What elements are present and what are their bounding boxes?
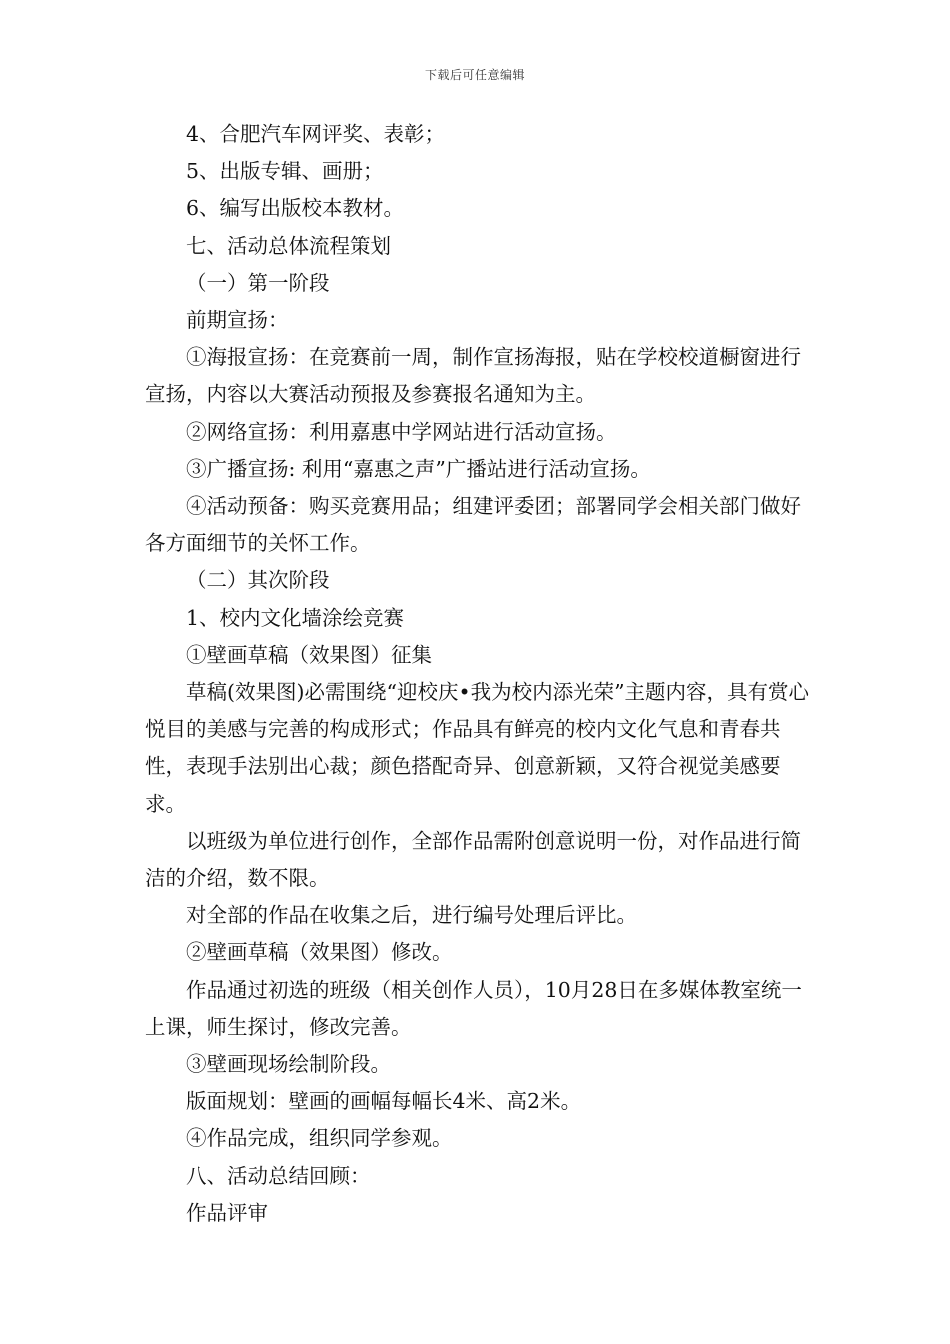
paragraph: ④作品完成，组织同学参观。	[186, 1126, 453, 1151]
paragraph: 前期宣扬：	[186, 308, 289, 333]
subsection-heading: （二）其次阶段	[186, 568, 330, 593]
section-heading: 七、活动总体流程策划	[186, 233, 391, 258]
paragraph: 4、合肥汽车网评奖、表彰；	[186, 122, 446, 146]
paragraph: 作品评审	[186, 1200, 268, 1225]
paragraph: 对全部的作品在收集之后，进行编号处理后评比。	[186, 903, 637, 928]
paragraph: ②网络宣扬：利用嘉惠中学网站进行活动宣扬。	[186, 419, 617, 444]
paragraph: ④活动预备：购买竞赛用品；组建评委团；部署同学会相关部门做好各方面细节的关怀工作。	[145, 494, 801, 556]
paragraph: 草稿(效果图)必需围绕“迎校庆•我为校内添光荣”主题内容，具有赏心悦目的美感与完善的构成形式；作品具有鲜亮的校内文化气息和青春共性，表现手法别出心裁；颜色搭配奇异、创意新颖，又符合视觉美感要求。	[145, 680, 810, 816]
paragraph: ①壁画草稿（效果图）征集	[186, 642, 432, 667]
paragraph: 6、编写出版校本教材。	[186, 196, 405, 221]
paragraph: 以班级为单位进行创作，全部作品需附创意说明一份，对作品进行简洁的介绍，数不限。	[145, 828, 801, 891]
paragraph: 作品通过初选的班级（相关创作人员），10月28日在多媒体教室统一上课，师生探讨，修改完善。	[145, 977, 802, 1039]
paragraph: ③广播宣扬: 利用“嘉惠之声”广播站进行活动宣扬。	[186, 456, 651, 481]
page-header: 下载后可任意编辑	[424, 68, 525, 82]
paragraph: 1、校内文化墙涂绘竞赛	[186, 605, 405, 630]
paragraph: 5、出版专辑、画册；	[186, 159, 384, 184]
paragraph: ①海报宣扬：在竞赛前一周，制作宣扬海报，贴在学校校道橱窗进行宣扬，内容以大赛活动预报及参赛报名通知为主。	[145, 345, 801, 407]
paragraph: ②壁画草稿（效果图）修改。	[186, 940, 453, 965]
document-body	[145, 116, 813, 1232]
paragraph: ③壁画现场绘制阶段。	[186, 1052, 391, 1077]
paragraph: 版面规划：壁画的画幅每幅长4米、高2米。	[186, 1089, 582, 1114]
section-heading: 八、活动总结回顾：	[186, 1163, 371, 1188]
subsection-heading: （一）第一阶段	[186, 270, 330, 295]
